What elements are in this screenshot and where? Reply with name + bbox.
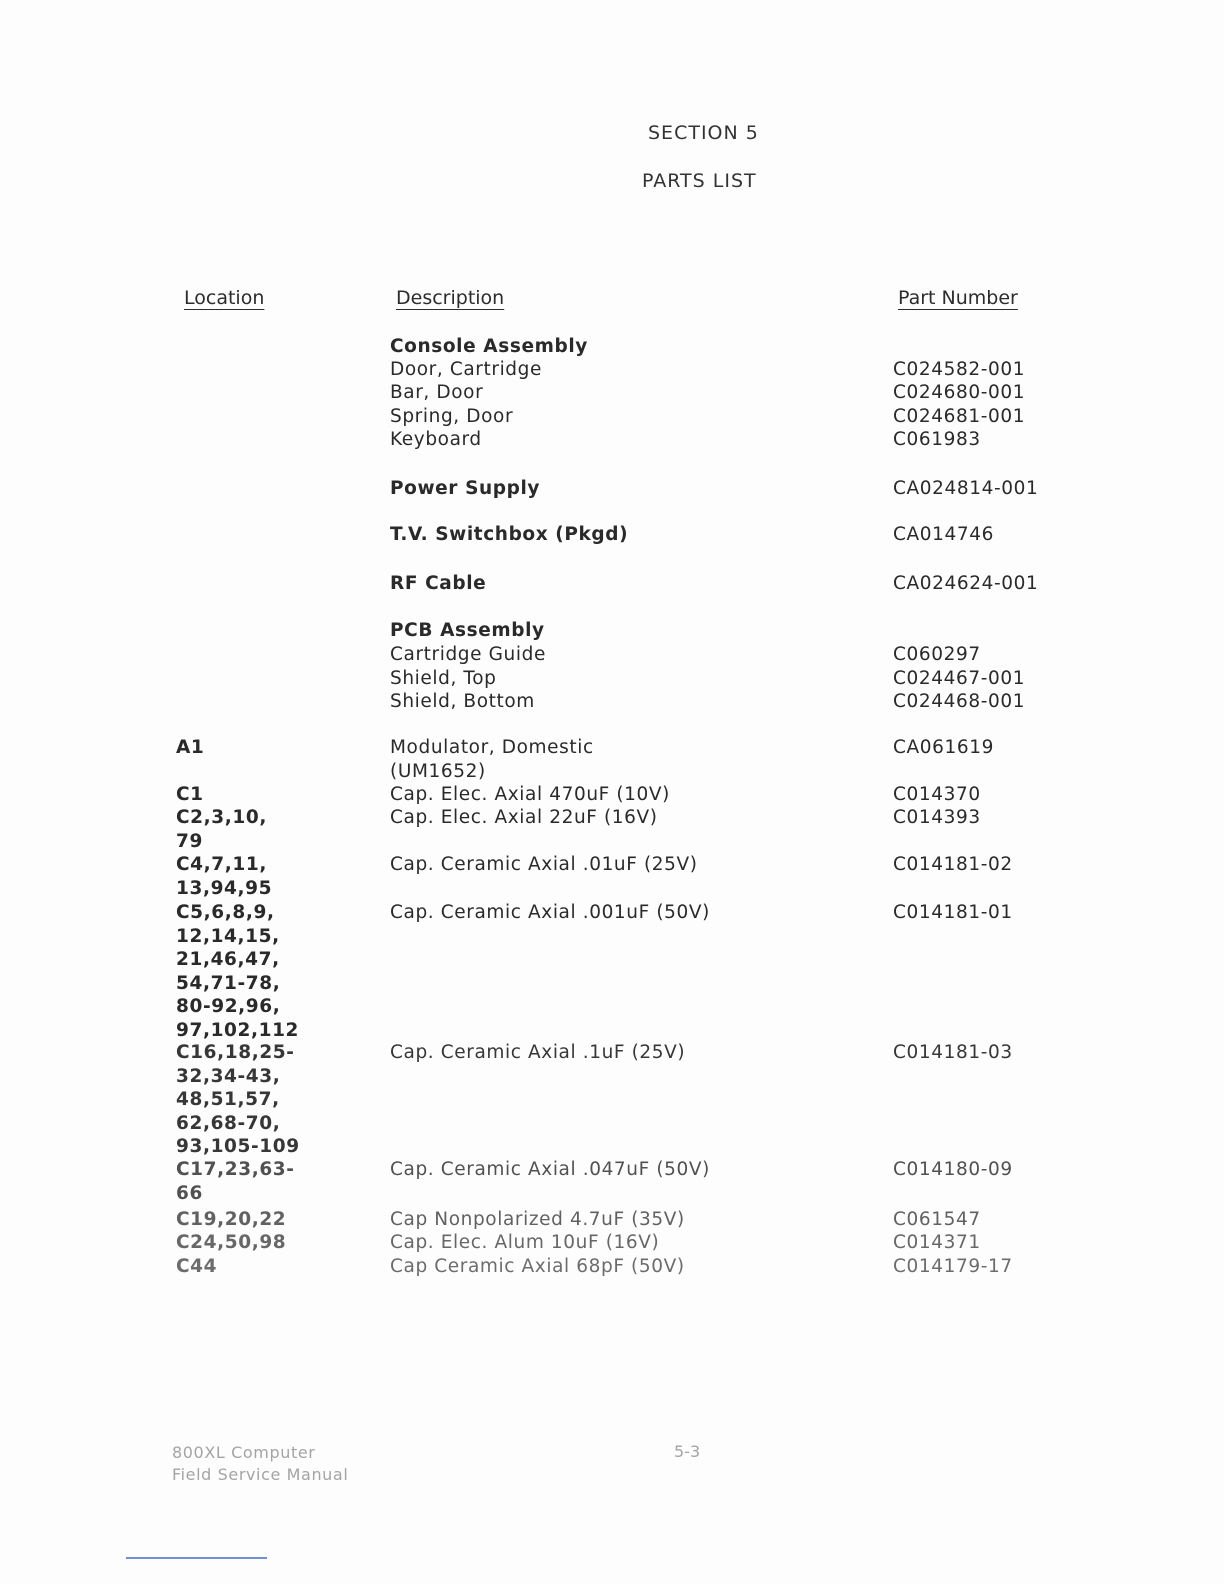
row-part-number: C014180-09 xyxy=(893,1159,1013,1180)
row-part-number: C024467-001 xyxy=(893,668,1026,689)
row-description: Cap. Ceramic Axial .047uF (50V) xyxy=(390,1159,710,1180)
row-description: Cap. Elec. Axial 22uF (16V) xyxy=(390,807,658,828)
row-description: Door, Cartridge xyxy=(390,359,542,380)
section-heading: SECTION 5 xyxy=(648,122,759,144)
row-part-number: C014181-03 xyxy=(893,1042,1013,1063)
column-header-location: Location xyxy=(184,287,265,309)
row-part-number: C024468-001 xyxy=(893,691,1026,712)
row-part-number: CA024624-001 xyxy=(893,573,1039,594)
row-description: Keyboard xyxy=(390,429,482,450)
row-part-number: CA024814-001 xyxy=(893,478,1039,499)
row-description: Cap. Elec. Axial 470uF (10V) xyxy=(390,784,670,805)
row-description: T.V. Switchbox (Pkgd) xyxy=(390,524,629,545)
row-description: PCB Assembly xyxy=(390,620,545,641)
row-location: A1 xyxy=(176,737,205,758)
row-location: C5,6,8,9, 12,14,15, 21,46,47, 54,71-78, 80-92,96, 97,102,112 xyxy=(176,902,300,1041)
row-description: Cap. Ceramic Axial .001uF (50V) xyxy=(390,902,710,923)
footer-manual-name xyxy=(172,1442,348,1486)
row-part-number: C014371 xyxy=(893,1232,981,1253)
row-part-number: C061983 xyxy=(893,429,981,450)
page-title: PARTS LIST xyxy=(642,170,757,192)
row-location: C2,3,10, 79 xyxy=(176,807,267,852)
column-header-part-number: Part Number xyxy=(898,287,1018,309)
row-description: Console Assembly xyxy=(390,336,588,357)
row-location: C19,20,22 xyxy=(176,1209,287,1230)
row-description: Modulator, Domestic (UM1652) xyxy=(390,737,594,782)
footer-line-2: Field Service Manual xyxy=(172,1465,349,1484)
row-part-number: C024680-001 xyxy=(893,382,1026,403)
row-part-number: C024681-001 xyxy=(893,406,1026,427)
row-part-number: C014181-01 xyxy=(893,902,1013,923)
row-description: Cartridge Guide xyxy=(390,644,546,665)
row-description: RF Cable xyxy=(390,573,487,594)
row-location: C17,23,63- 66 xyxy=(176,1159,295,1204)
row-part-number: C014393 xyxy=(893,807,981,828)
row-description: Bar, Door xyxy=(390,382,484,403)
footer-rule xyxy=(126,1557,267,1559)
row-part-number: CA014746 xyxy=(893,524,994,545)
row-description: Cap. Ceramic Axial .01uF (25V) xyxy=(390,854,698,875)
row-description: Spring, Door xyxy=(390,406,514,427)
row-part-number: C014181-02 xyxy=(893,854,1013,875)
row-part-number: C014179-17 xyxy=(893,1256,1013,1277)
row-location: C1 xyxy=(176,784,204,805)
row-part-number: C060297 xyxy=(893,644,981,665)
column-header-description: Description xyxy=(396,287,505,309)
row-part-number: C014370 xyxy=(893,784,981,805)
row-part-number: C024582-001 xyxy=(893,359,1026,380)
row-description: Shield, Bottom xyxy=(390,691,535,712)
row-location: C24,50,98 xyxy=(176,1232,287,1253)
row-part-number: C061547 xyxy=(893,1209,981,1230)
row-description: Cap Nonpolarized 4.7uF (35V) xyxy=(390,1209,685,1230)
row-description: Shield, Top xyxy=(390,668,497,689)
row-part-number: CA061619 xyxy=(893,737,994,758)
footer-line-1: 800XL Computer xyxy=(172,1443,316,1462)
row-location: C44 xyxy=(176,1256,218,1277)
row-location: C16,18,25- 32,34-43, 48,51,57, 62,68-70, 93,105-109 xyxy=(176,1042,300,1158)
row-description: Cap. Elec. Alum 10uF (16V) xyxy=(390,1232,660,1253)
row-location: C4,7,11, 13,94,95 xyxy=(176,854,273,899)
row-description: Power Supply xyxy=(390,478,541,499)
page-number: 5-3 xyxy=(674,1442,701,1461)
row-description: Cap Ceramic Axial 68pF (50V) xyxy=(390,1256,685,1277)
row-description: Cap. Ceramic Axial .1uF (25V) xyxy=(390,1042,686,1063)
